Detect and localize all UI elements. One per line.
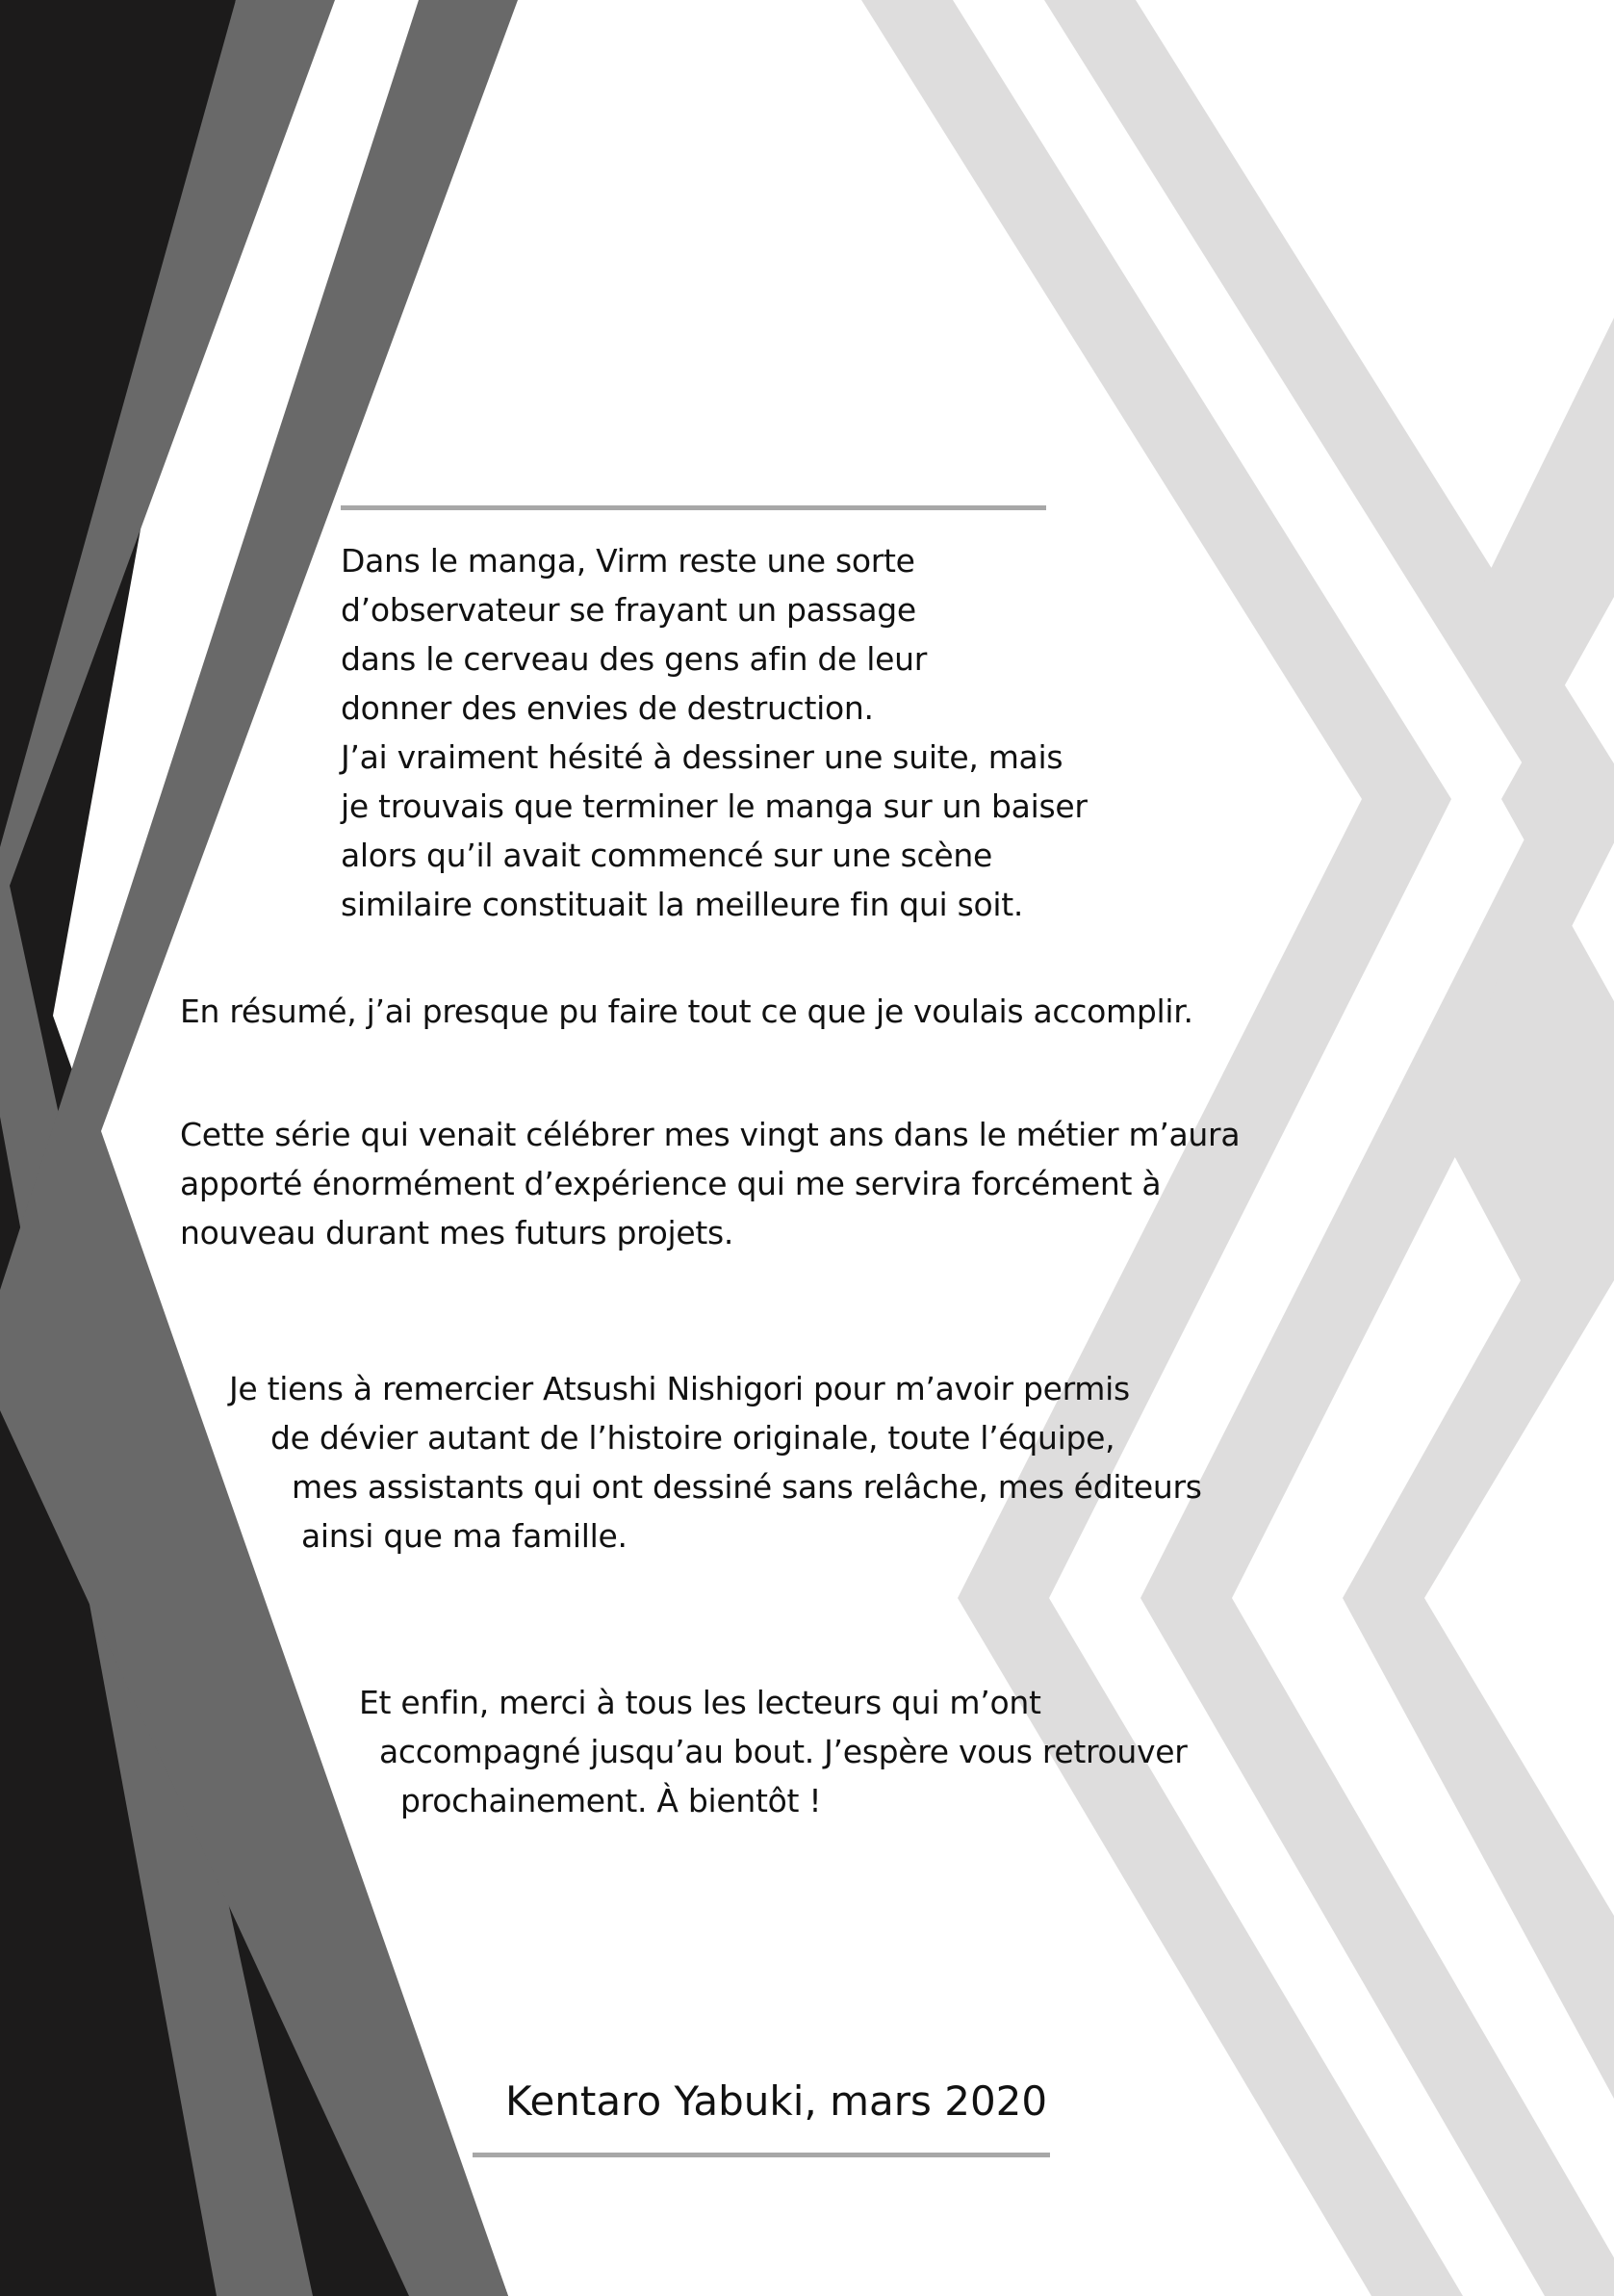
- text-line: apporté énormément d’expérience qui me servira forcément à: [180, 1165, 1162, 1202]
- text-line: donner des envies de destruction.: [341, 689, 874, 727]
- text-line: je trouvais que terminer le manga sur un baiser: [341, 787, 1088, 825]
- text-line: En résumé, j’ai presque pu faire tout ce que je voulais accomplir.: [180, 993, 1193, 1030]
- text-line: dans le cerveau des gens afin de leur: [341, 640, 927, 678]
- text-line: accompagné jusqu’au bout. J’espère vous retrouver: [379, 1733, 1188, 1770]
- text-line: J’ai vraiment hésité à dessiner une suite, mais: [341, 738, 1063, 776]
- text-line: similaire constituait la meilleure fin qui soit.: [341, 886, 1024, 923]
- text-line: ainsi que ma famille.: [301, 1517, 628, 1555]
- text-line: d’observateur se frayant un passage: [341, 591, 916, 629]
- author-signature: Kentaro Yabuki, mars 2020: [505, 2077, 1048, 2125]
- text-line: nouveau durant mes futurs projets.: [180, 1214, 734, 1251]
- bottom-divider-rule: [473, 2153, 1050, 2157]
- text-line: Et enfin, merci à tous les lecteurs qui m’ont: [359, 1684, 1041, 1721]
- text-line: Dans le manga, Virm reste une sorte: [341, 542, 915, 580]
- text-line: mes assistants qui ont dessiné sans relâche, mes éditeurs: [292, 1468, 1202, 1506]
- text-line: prochainement. À bientôt !: [400, 1782, 822, 1819]
- text-line: Je tiens à remercier Atsushi Nishigori pour m’avoir permis: [229, 1370, 1130, 1407]
- top-divider-rule: [341, 505, 1046, 510]
- text-line: alors qu’il avait commencé sur une scène: [341, 837, 993, 874]
- text-line: Cette série qui venait célébrer mes vingt ans dans le métier m’aura: [180, 1116, 1241, 1153]
- text-line: de dévier autant de l’histoire originale, toute l’équipe,: [270, 1419, 1115, 1457]
